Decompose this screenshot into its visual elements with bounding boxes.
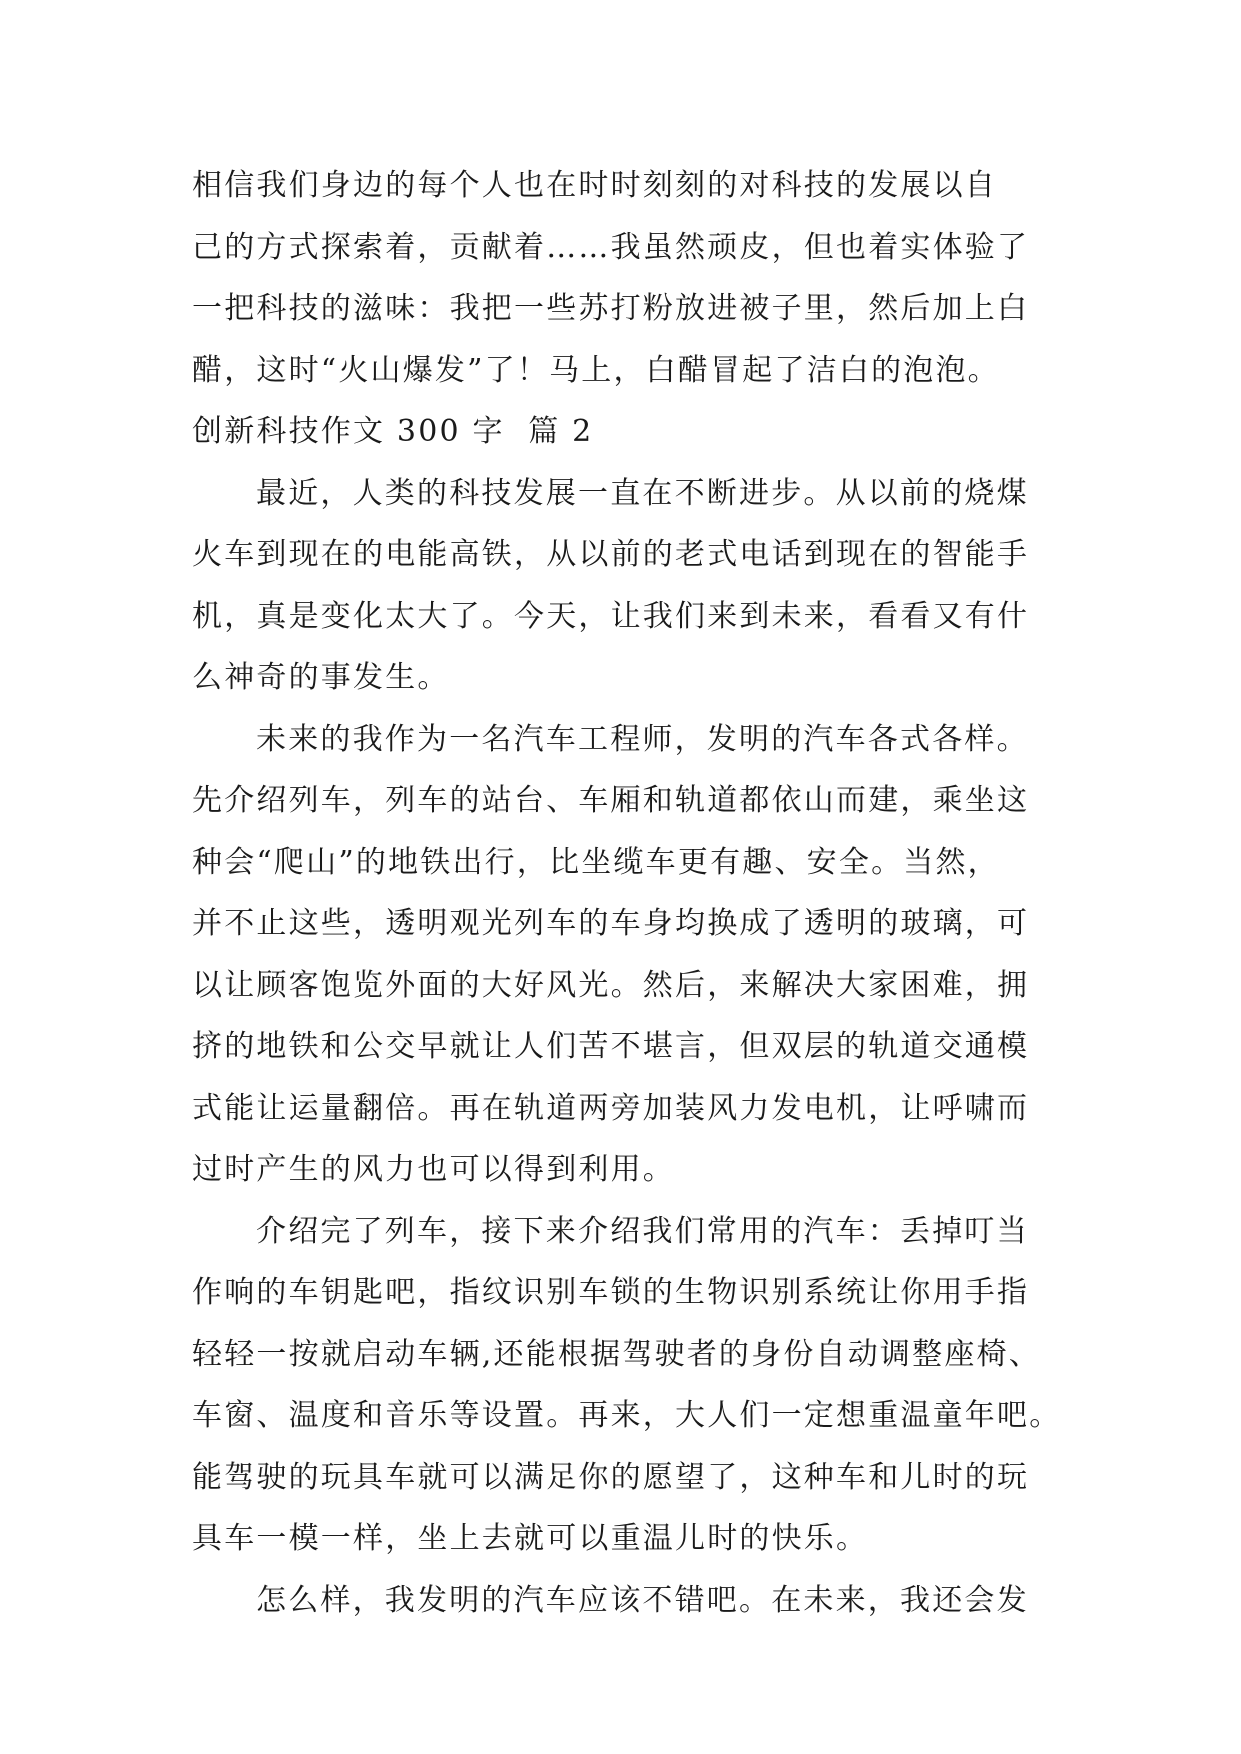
text-line: 作响的车钥匙吧，指纹识别车锁的生物识别系统让你用手指 <box>192 1275 1030 1310</box>
document-page <box>192 155 1062 1631</box>
text-line: 火车到现在的电能高铁，从以前的老式电话到现在的智能手 <box>192 537 1030 572</box>
text-line: 相信我们身边的每个人也在时时刻刻的对科技的发展以自 <box>192 168 997 203</box>
text-line: 己的方式探索着，贡献着……我虽然顽皮，但也着实体验了 <box>192 229 1030 265</box>
text-line: 么神奇的事发生。 <box>192 660 450 695</box>
text-line: 车窗、温度和音乐等设置。再来，大人们一定想重温童年吧。 <box>192 1398 1062 1433</box>
paragraph-start-line: 未来的我作为一名汽车工程师，发明的汽车各式各样。 <box>256 721 1029 757</box>
paragraph-start-line: 介绍完了列车，接下来介绍我们常用的汽车：丢掉叮当 <box>256 1213 1029 1249</box>
text-line: 式能让运量翻倍。再在轨道两旁加装风力发电机，让呼啸而 <box>192 1090 1030 1126</box>
text-line: 挤的地铁和公交早就让人们苦不堪言，但双层的轨道交通模 <box>192 1029 1030 1064</box>
text-line: 醋，这时“火山爆发”了！马上，白醋冒起了洁白的泡泡。 <box>192 352 1000 388</box>
text-line: 并不止这些，透明观光列车的车身均换成了透明的玻璃，可 <box>192 906 1030 941</box>
text-line: 过时产生的风力也可以得到利用。 <box>192 1152 675 1187</box>
text-line: 能驾驶的玩具车就可以满足你的愿望了，这种车和儿时的玩 <box>192 1459 1030 1495</box>
paragraph-start-line: 怎么样，我发明的汽车应该不错吧。在未来，我还会发 <box>256 1582 1029 1618</box>
text-line: 具车一模一样，坐上去就可以重温儿时的快乐。 <box>192 1521 869 1556</box>
text-line: 机，真是变化太大了。今天，让我们来到未来，看看又有什 <box>192 598 1030 634</box>
text-line: 先介绍列车，列车的站台、车厢和轨道都依山而建，乘坐这 <box>192 783 1030 818</box>
text-line: 一把科技的滋味：我把一些苏打粉放进被子里，然后加上白 <box>192 291 1030 326</box>
text-line: 以让顾客饱览外面的大好风光。然后，来解决大家困难，拥 <box>192 967 1030 1003</box>
text-line: 轻轻一按就启动车辆,还能根据驾驶者的身份自动调整座椅、 <box>192 1336 1041 1372</box>
paragraph-start-line: 最近，人类的科技发展一直在不断进步。从以前的烧煤 <box>256 475 1029 511</box>
section-heading: 创新科技作文 300 字 篇 2 <box>192 414 594 449</box>
text-line: 种会“爬山”的地铁出行，比坐缆车更有趣、安全。当然， <box>192 844 1000 880</box>
